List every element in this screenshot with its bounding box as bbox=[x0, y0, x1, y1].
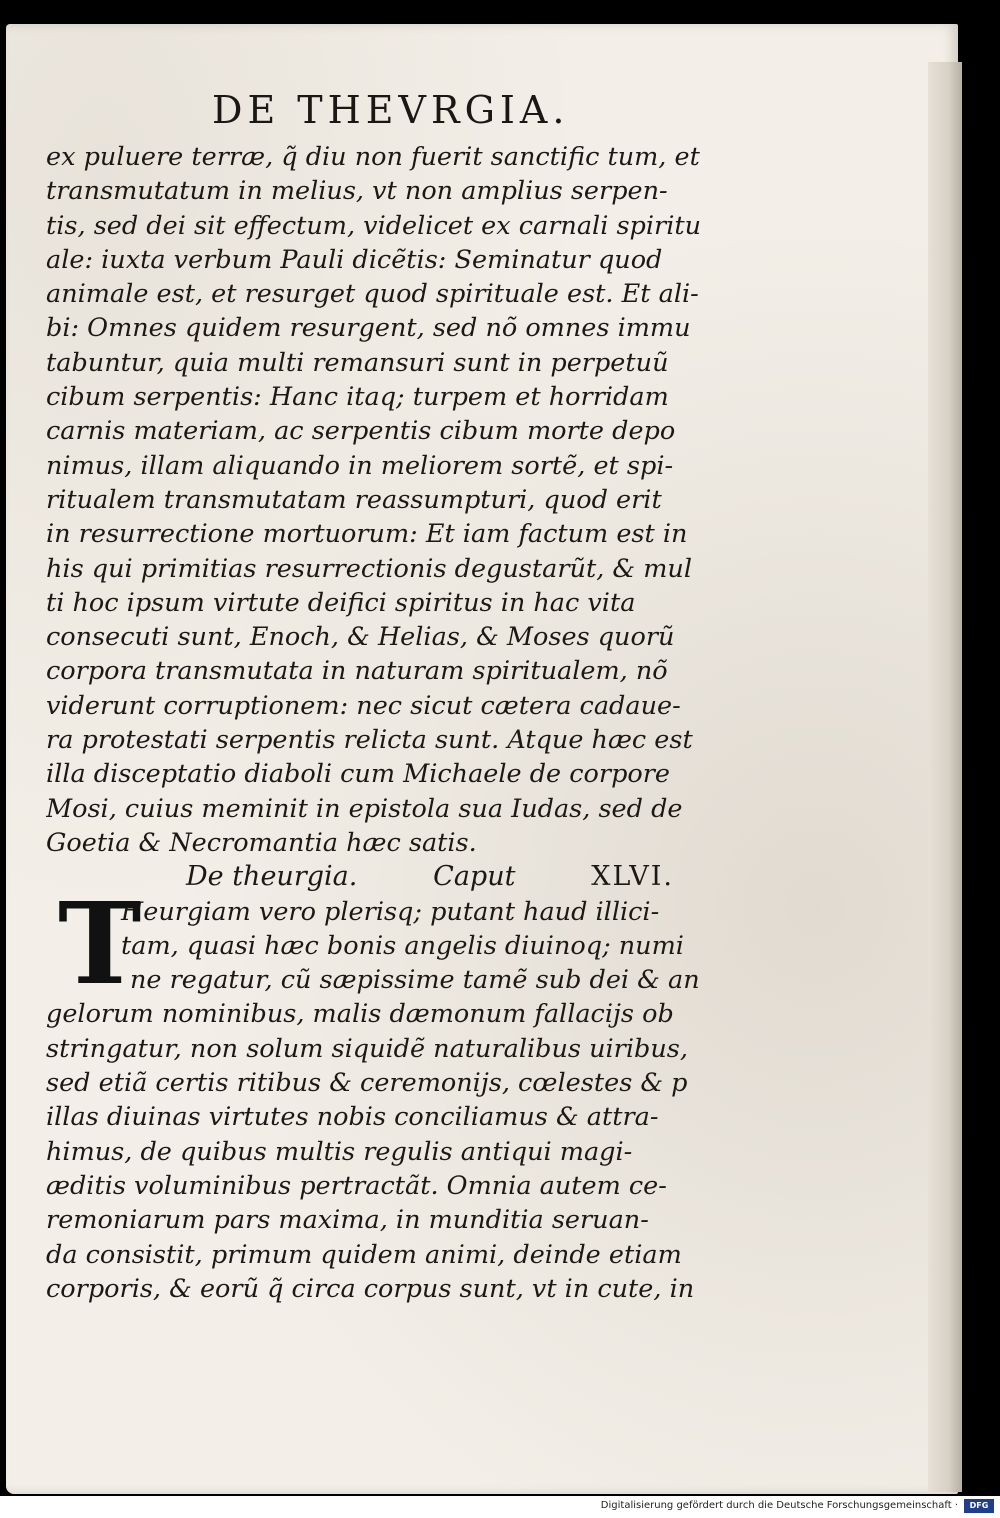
digitization-footer bbox=[0, 1496, 1000, 1518]
chapter-heading bbox=[46, 860, 714, 894]
text-line: himus, de quibus multis regulis antiqui magi- bbox=[46, 1136, 633, 1167]
text-line: transmutatum in melius, vt non amplius serpen- bbox=[46, 176, 668, 207]
text-line: bi: Omnes quidem resurgent, sed nõ omnes immu bbox=[46, 313, 691, 344]
text-line: tam, quasi hæc bonis angelis diuinoq; numi bbox=[121, 930, 684, 961]
text-line: consecuti sunt, Enoch, & Helias, & Moses quorũ bbox=[46, 622, 675, 653]
chapter-number: XLVI. bbox=[591, 861, 674, 893]
text-line: corpora transmutata in naturam spiritualem, nõ bbox=[46, 656, 668, 687]
text-line: æditis voluminibus pertractãt. Omnia autem ce- bbox=[46, 1170, 667, 1201]
text-line: remoniarum pars maxima, in munditia seruan- bbox=[46, 1205, 649, 1236]
text-line: da consistit, primum quidem animi, deinde etiam bbox=[46, 1239, 682, 1270]
text-line: ritualem transmutatam reassumpturi, quod erit bbox=[46, 484, 662, 515]
running-header: DE THEVRGIA. bbox=[212, 88, 570, 132]
drop-cap-initial: T bbox=[58, 878, 142, 1010]
text-line: in resurrectione mortuorum: Et iam factum est in bbox=[46, 519, 688, 550]
dfg-logo: DFG bbox=[964, 1499, 994, 1513]
text-line: his qui primitias resurrectionis degustarũt, & mul bbox=[46, 553, 692, 584]
text-line: stringatur, non solum siquidẽ naturalibus uiribus, bbox=[46, 1033, 688, 1064]
text-line: ex puluere terræ, q̃ diu non fuerit sanctific tum, et bbox=[46, 142, 700, 172]
chapter-paragraph bbox=[46, 997, 714, 1306]
text-line: cibum serpentis: Hanc itaq; turpem et horridam bbox=[46, 382, 669, 413]
text-line: illas diuinas virtutes nobis conciliamus & attra- bbox=[46, 1102, 659, 1133]
text-line: gelorum nominibus, malis dæmonum fallacijs ob bbox=[46, 999, 674, 1030]
text-line: nimus, illam aliquando in meliorem sortẽ, et spi- bbox=[46, 450, 674, 481]
text-line: ale: iuxta verbum Pauli dicẽtis: Seminatur quod bbox=[46, 244, 663, 275]
text-line: carnis materiam, ac serpentis cibum morte depo bbox=[46, 416, 676, 447]
chapter-title: De theurgia. bbox=[186, 861, 358, 893]
text-line: ra protestati serpentis relicta sunt. Atque hæc est bbox=[46, 725, 693, 756]
text-line: ti hoc ipsum virtute deifici spiritus in hac vita bbox=[46, 587, 636, 618]
chapter-caput-label: Caput bbox=[433, 861, 516, 893]
indented-paragraph-lines bbox=[46, 878, 714, 1010]
main-text-block bbox=[46, 140, 714, 1306]
text-line: tabuntur, quia multi remansuri sunt in perpetuũ bbox=[46, 347, 669, 378]
text-line: animale est, et resurget quod spirituale est. Et ali- bbox=[46, 279, 699, 310]
text-line: tis, sed dei sit effectum, videlicet ex carnali spiritu bbox=[46, 210, 702, 241]
footer-credit: Digitalisierung gefördert durch die Deutsche Forschungsgemeinschaft · bbox=[600, 1500, 958, 1511]
text-line: sed etiã certis ritibus & ceremonijs, cœlestes & p bbox=[46, 1068, 688, 1099]
body-paragraph bbox=[46, 140, 714, 860]
text-line: Goetia & Necromantia hæc satis. bbox=[46, 827, 477, 858]
chapter-opening bbox=[46, 878, 714, 1010]
text-line: illa disceptatio diaboli cum Michaele de corpore bbox=[46, 759, 671, 790]
text-line: ne regatur, cũ sæpissime tamẽ sub dei & an bbox=[130, 965, 700, 996]
page-fore-edge bbox=[928, 62, 962, 1492]
text-line: Mosi, cuius meminit in epistola sua Iudas, sed de bbox=[46, 793, 683, 824]
text-line: viderunt corruptionem: nec sicut cætera cadaue- bbox=[46, 690, 681, 721]
text-line: corporis, & eorũ q̃ circa corpus sunt, vt in cute, in bbox=[46, 1273, 695, 1304]
text-line: Heurgiam vero plerisq; putant haud illici- bbox=[121, 896, 660, 927]
